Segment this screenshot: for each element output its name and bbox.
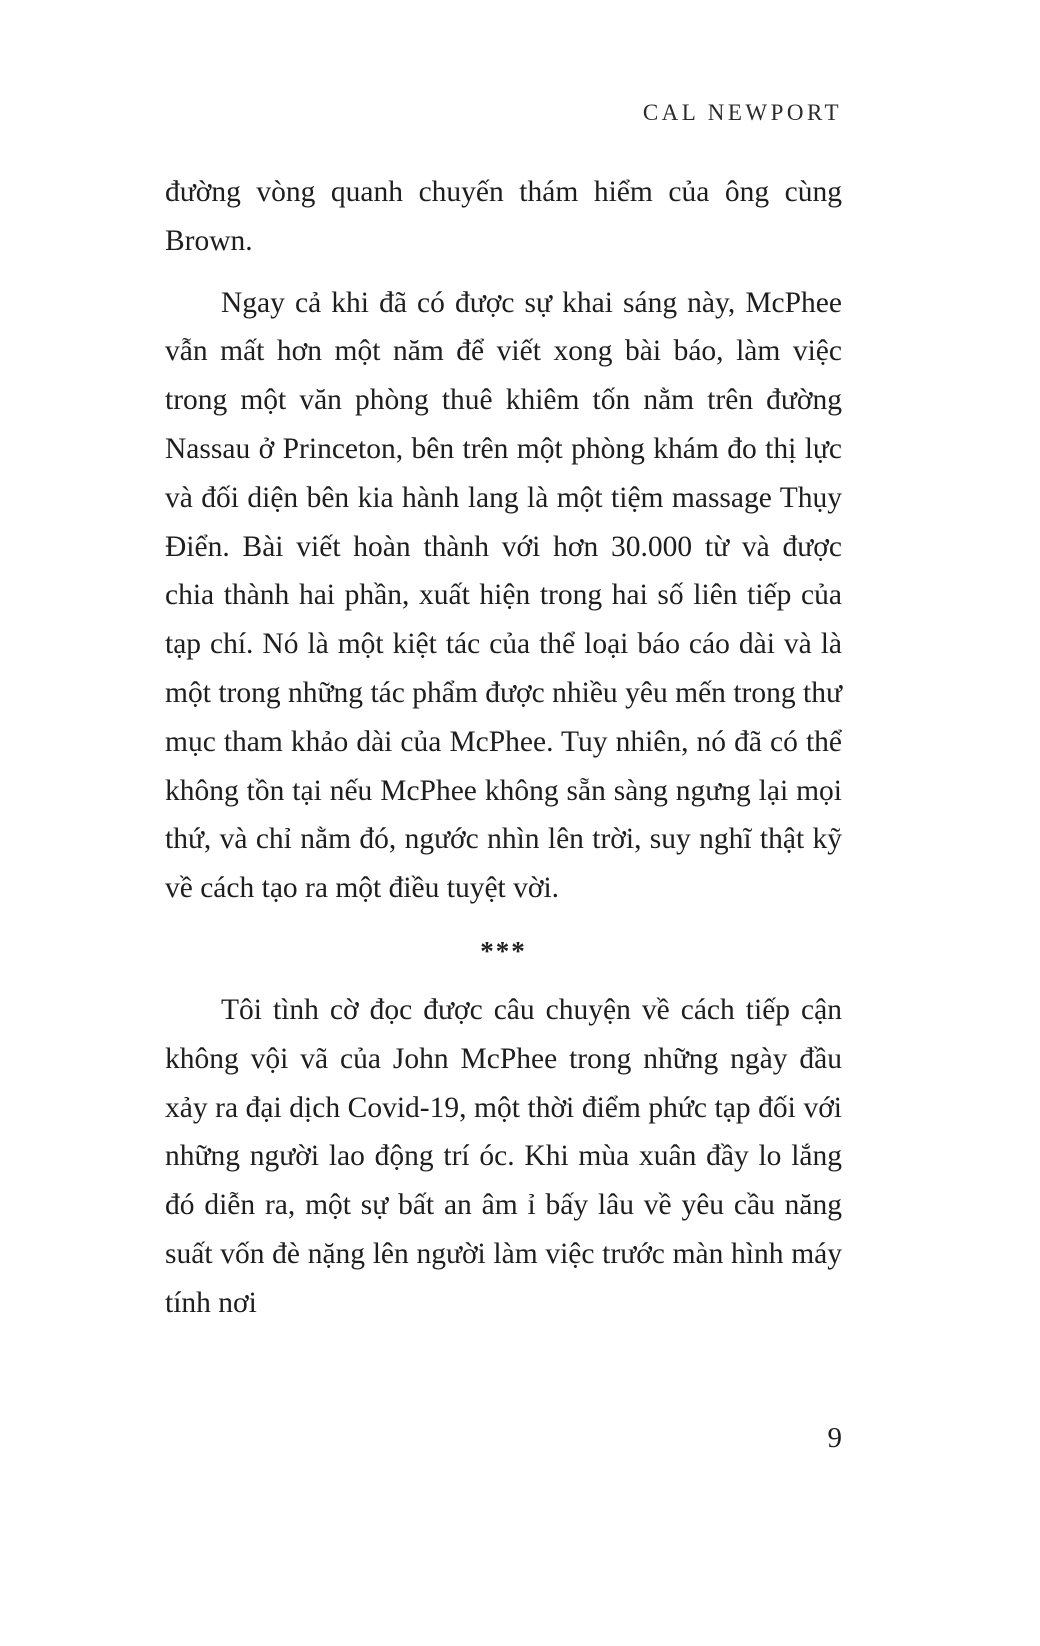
section-separator: *** [480, 935, 527, 966]
page-number: 9 [827, 1422, 842, 1454]
body-text [165, 168, 842, 1328]
paragraph-continuation: đường vòng quanh chuyến thám hiểm của ông cùng Brown. [165, 176, 842, 257]
running-header: CAL NEWPORT [642, 100, 842, 125]
paragraph: Ngay cả khi đã có được sự khai sáng này, McPhee vẫn mất hơn một năm để viết xong bài báo, làm việc trong một văn phòng thuê khiêm tốn nằm trên đường Nassau ở Princeton, bên trên một phòng khám đo thị lực và đối diện bên kia hành lang là một tiệm massage Thụy Điển. Bài viết hoàn thành với hơn 30.000 từ và được chia thành hai phần, xuất hiện trong hai số liên tiếp của tạp chí. Nó là một kiệt tác của thể loại báo cáo dài và là một trong những tác phẩm được nhiều yêu mến trong thư mục tham khảo dài của McPhee. Tuy nhiên, nó đã có thể không tồn tại nếu McPhee không sẵn sàng ngưng lại mọi thứ, và chỉ nằm đó, ngước nhìn lên trời, suy nghĩ thật kỹ về cách tạo ra một điều tuyệt vời. [165, 286, 842, 905]
paragraph: Tôi tình cờ đọc được câu chuyện về cách tiếp cận không vội vã của John McPhee trong những ngày đầu xảy ra đại dịch Covid-19, một thời điểm phức tạp đối với những người lao động trí óc. Khi mùa xuân đầy lo lắng đó diễn ra, một sự bất an âm ỉ bấy lâu về yêu cầu năng suất vốn đè nặng lên người làm việc trước màn hình máy tính nơi [165, 993, 842, 1319]
